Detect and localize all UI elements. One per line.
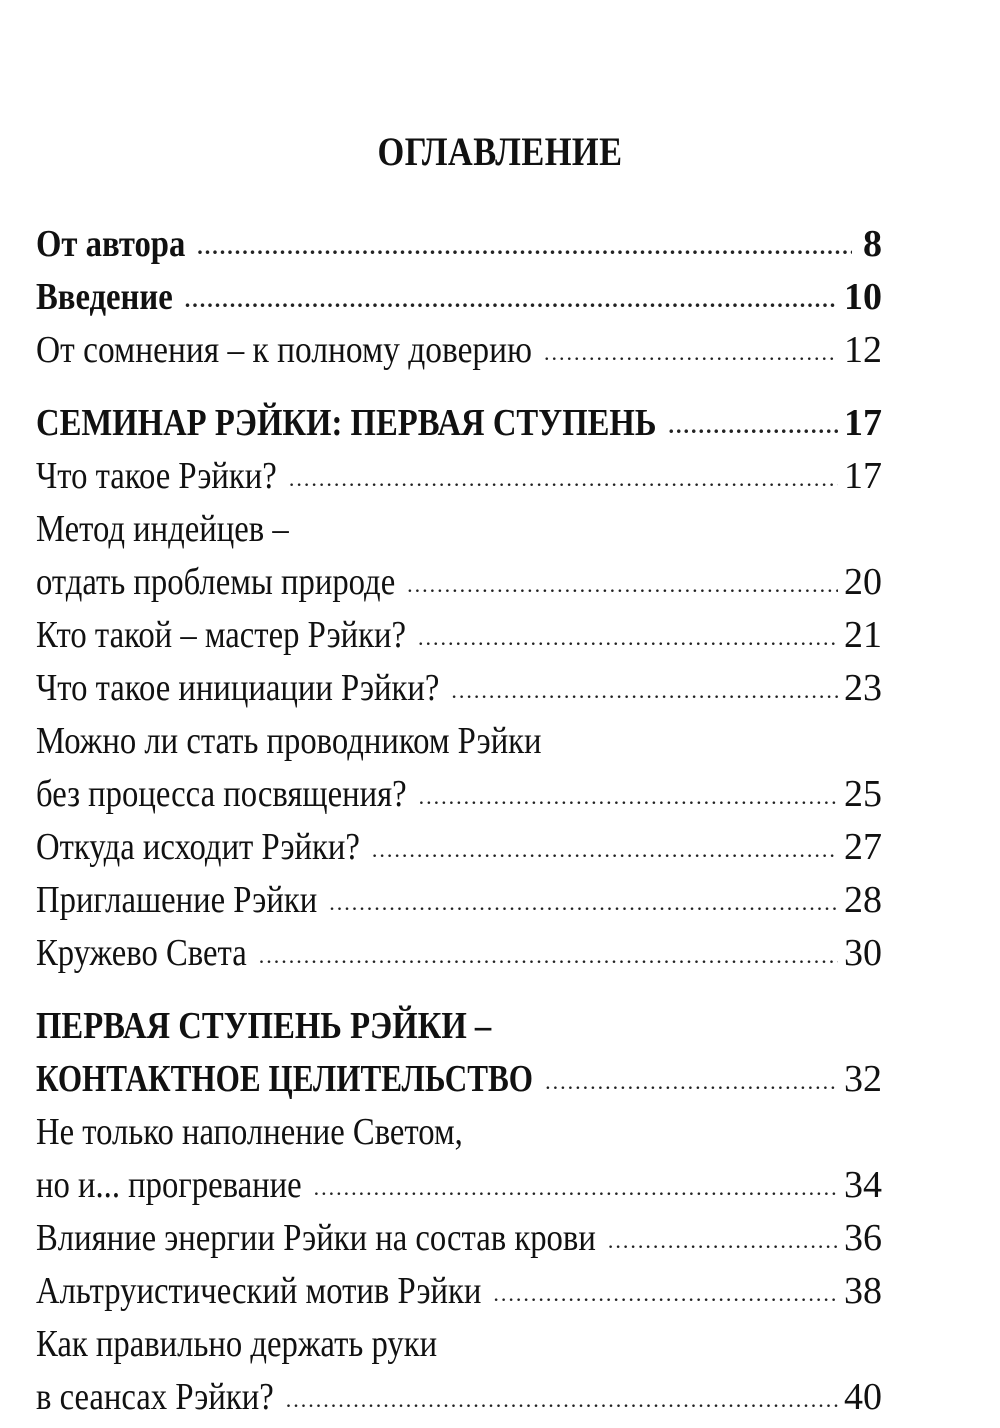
toc-entry-label: без процесса посвящения? [36,773,407,815]
toc-entry-altruistic-motive[interactable] [36,1269,882,1322]
toc-page-number: 21 [844,614,882,656]
toc-page-number: 28 [844,879,882,921]
leader-dots [329,890,838,916]
toc-page-number: 40 [844,1376,882,1418]
toc-entry-label: Приглашение Рэйки [36,879,318,921]
leader-dots [197,234,852,260]
toc-page-number: 20 [844,561,882,603]
leader-dots [314,1175,838,1201]
toc-entry-label: в сеансах Рэйки? [36,1376,274,1418]
toc-entry-label: Альтруистический мотив Рэйки [36,1270,482,1312]
toc-page-number: 17 [844,402,882,444]
toc-entry-label: Метод индейцев – [36,508,289,550]
toc-entry-warming-line2[interactable] [36,1163,882,1216]
leader-dots [259,943,838,969]
leader-dots [418,625,838,651]
toc-entry-label: От сомнения – к полному доверию [36,329,533,371]
leader-dots [545,1069,838,1095]
leader-dots [669,413,838,439]
toc-entry-author[interactable] [36,222,882,275]
leader-dots [419,784,838,810]
page-title: ОГЛАВЛЕНИЕ [377,129,623,174]
toc-entry-label: Откуда исходит Рэйки? [36,826,360,868]
toc-page-number: 32 [844,1058,882,1100]
toc-entry-indian-method-line2[interactable] [36,560,882,613]
toc-page-number: 10 [844,276,882,318]
toc-entry-label: отдать проблемы природе [36,561,396,603]
leader-dots [372,837,838,863]
leader-dots [493,1281,838,1307]
toc-page-number: 25 [844,773,882,815]
toc-section-contact-healing-line1[interactable] [36,1004,882,1057]
toc-entry-introduction[interactable] [36,275,882,328]
toc-section-contact-healing-line2[interactable] [36,1057,882,1110]
toc-entry-warming-line1[interactable] [36,1110,882,1163]
leader-dots [286,1387,838,1413]
toc-page-number: 17 [844,455,882,497]
toc-entry-label: Можно ли стать проводником Рэйки [36,720,542,762]
toc-entry-conductor-line2[interactable] [36,772,882,825]
toc-entry-lace-of-light[interactable] [36,931,882,984]
leader-dots [289,466,838,492]
leader-dots [608,1228,838,1254]
toc-page-number: 12 [844,329,882,371]
toc-entry-doubt-to-trust[interactable] [36,328,882,381]
toc-entry-label: Что такое Рэйки? [36,455,277,497]
toc-entry-blood-composition[interactable] [36,1216,882,1269]
toc-entry-what-is-reiki[interactable] [36,454,882,507]
leader-dots [451,678,838,704]
toc-entry-invitation[interactable] [36,878,882,931]
leader-dots [407,572,838,598]
toc-entry-label: От автора [36,223,186,265]
table-of-contents [36,222,882,1428]
toc-entry-label: но и... прогревание [36,1164,302,1206]
leader-dots [185,287,838,313]
toc-entry-label: Не только наполнение Светом, [36,1111,463,1153]
toc-page-number: 30 [844,932,882,974]
toc-entry-label: Введение [36,276,173,318]
toc-page-number: 8 [863,223,882,265]
toc-section-seminar-level-one[interactable] [36,401,882,454]
toc-page-number: 38 [844,1270,882,1312]
toc-section-title: КОНТАКТНОЕ ЦЕЛИТЕЛЬСТВО [36,1058,534,1100]
toc-page-number: 27 [844,826,882,868]
toc-page-number: 36 [844,1217,882,1259]
toc-entry-who-is-master[interactable] [36,613,882,666]
toc-page-number: 34 [844,1164,882,1206]
toc-entry-conductor-line1[interactable] [36,719,882,772]
toc-entry-label: Влияние энергии Рэйки на состав крови [36,1217,596,1259]
toc-entry-hands-line1[interactable] [36,1322,882,1375]
toc-entry-indian-method-line1[interactable] [36,507,882,560]
toc-entry-label: Что такое инициации Рэйки? [36,667,440,709]
leader-dots [544,340,838,366]
toc-section-title: СЕМИНАР РЭЙКИ: ПЕРВАЯ СТУПЕНЬ [36,402,657,444]
toc-section-title: ПЕРВАЯ СТУПЕНЬ РЭЙКИ – [36,1005,492,1047]
toc-entry-label: Кружево Света [36,932,247,974]
toc-entry-label: Как правильно держать руки [36,1323,438,1365]
toc-entry-initiations[interactable] [36,666,882,719]
toc-entry-label: Кто такой – мастер Рэйки? [36,614,406,656]
toc-page-number: 23 [844,667,882,709]
toc-entry-hands-line2[interactable] [36,1375,882,1428]
toc-entry-where-from[interactable] [36,825,882,878]
